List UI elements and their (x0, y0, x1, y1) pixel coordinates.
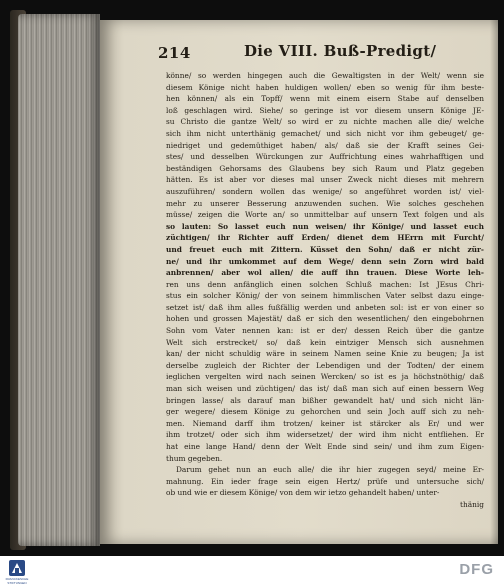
text-line: mehr zu unserer Besserung anzuwenden suchen. Wie solches geschehen (166, 198, 484, 208)
text-line: und freuet euch mit Zittern. Küsset den Sohn/ daß er nicht zür- (166, 244, 484, 254)
text-line: ren uns denn anfänglich einen solchen Schluß machen: Ist JEsus Chri- (166, 279, 484, 289)
text-line: derselbe zugleich der Richter der Lebendigen und der Todten/ der einem (166, 360, 484, 370)
book-page (100, 20, 498, 544)
text-line: züchtigen/ ihr Richter auff Erden/ dienet dem HErrn mit Furcht/ (166, 233, 484, 243)
text-line: Darum gehet nun an euch alle/ die ihr hier zugegen seyd/ meine Er- (176, 465, 484, 475)
text-line: man sich weisen und züchtigen/ das ist/ daß man sich auf einen bessern Weg (166, 384, 484, 394)
text-line: müsse/ zeigen die Worte an/ so unmittelbar auf unsern Text folgen und als (166, 210, 484, 220)
text-line: kan/ der nicht schuldig wäre in seinem Namen seine Knie zu beugen; Ja ist (166, 349, 484, 359)
body-text (166, 70, 484, 511)
francke-foundation-logo-text: FRANCKESCHE STIFTUNGEN (5, 577, 29, 585)
text-line: stus ein solcher König/ der von seinem himmlischen Vater selbst dazu einge- (166, 291, 484, 301)
text-line: könne/ so werden hingegen auch die Gewaltigsten in der Welt/ wenn sie (166, 71, 484, 80)
text-line: hohen und grossen Majestät/ daß er sich den wesentlichen/ den eingebohrnen (166, 314, 484, 324)
text-line: beständigen Gehorsams des Glaubens bey sich Raum und Platz gegeben (166, 163, 484, 173)
text-line: sich ihm nicht unterthänig gemachet/ und sich nicht vor ihm gebeuget/ ge- (166, 128, 484, 138)
catchword: thänig (460, 499, 484, 509)
text-line: mahnung. Ein ieder frage sein eigen Hertz/ prüfe und untersuche sich/ (166, 476, 484, 486)
book-page-edges (18, 14, 100, 546)
text-line: hat eine lange Hand/ denn der Welt Ende sind sein/ und ihm zum Eigen- (166, 442, 484, 451)
text-line: loß geschlagen wird. Siehe/ so geringe ist vor diesem unsern Könige JE- (166, 105, 484, 115)
text-line: Welt sich erstrecket/ so/ daß kein eintziger Mensch sich ausnehmen (166, 337, 484, 347)
text-line: men. Niemand darff ihm trotzen/ keiner ist stärcker als Er/ und wer (166, 418, 484, 428)
text-line: bringen lasse/ als darauf man bißher gewandelt hat/ und sich nicht län- (166, 395, 484, 405)
text-line: niedriget und gedemüthiget haben/ als/ daß sie der Krafft seines Gei- (166, 140, 484, 150)
text-line: auszuführen/ sondern wollen das wenige/ so angeführet worden ist/ viel- (166, 186, 484, 196)
text-line: Sohn vom Vater nennen kan: ist er der/ dessen Reich über die gantze (166, 326, 484, 336)
text-line: setzet ist/ daß ihm alles fußfällig werden und anbeten sol: ist er von einer so (166, 302, 484, 312)
running-head: Die VIII. Buß-Predigt/ (244, 42, 437, 60)
page-gutter-shadow (490, 20, 498, 544)
text-line: ob und wie er diesem Könige/ von dem wir ietzo gehandelt haben/ unter- (166, 488, 440, 498)
text-line: diesem Könige nicht haben huldigen wollen/ eben so wenig für ihm beste- (166, 82, 484, 92)
text-line: hätten. Es ist aber vor dieses mal unser Zweck nicht dieses mit mehrern (166, 175, 484, 185)
text-line: ger wegere/ diesem Könige zu gehorchen und sein Joch auff sich zu neh- (166, 407, 484, 417)
text-line: thum gegeben. (166, 453, 223, 463)
page-number: 214 (158, 44, 191, 62)
text-line: hen können/ als ein Topff/ wenn mit einem eisern Stabe auf denselben (166, 94, 484, 104)
text-line: ieglichen vergelten wird nach seinen Wercken/ so ist es ja höchstnöthig/ daß (166, 372, 484, 382)
text-line: ihm trotzet/ oder sich ihm widersetzet/ der wird ihm nicht entfliehen. Er (166, 430, 484, 440)
text-line: su Christo die gantze Welt/ so wird er zu nichte machen alle die/ welche (166, 117, 484, 127)
text-line: ne/ und ihr umkommet auf dem Wege/ denn sein Zorn wird bald (166, 256, 484, 266)
text-line: anbrennen/ aber wol allen/ die auff ihn trauen. Diese Worte leh- (166, 268, 484, 278)
footer-bar (0, 556, 504, 585)
text-line: stes/ und desselben Würckungen zur Auffrichtung eines wahrhafftigen und (166, 152, 484, 162)
text-line: so lauten: So lasset euch nun weisen/ ihr Könige/ und lasset euch (166, 221, 484, 231)
dfg-logo: DFG (459, 561, 494, 578)
